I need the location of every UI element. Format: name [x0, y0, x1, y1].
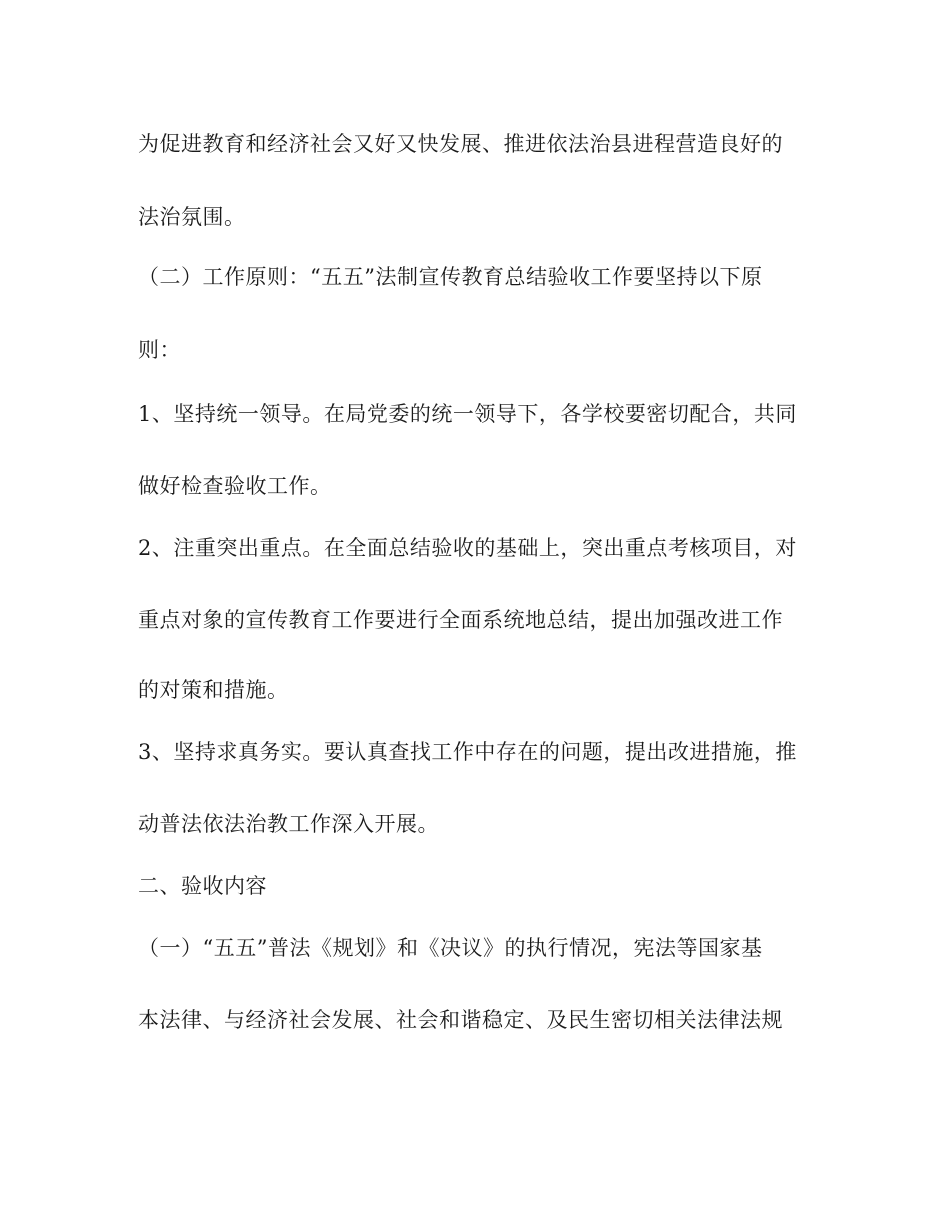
- text-line: （二）工作原则：“五五”法制宣传教育总结验收工作要坚持以下原: [138, 265, 763, 289]
- text-line: 的对策和措施。: [138, 678, 289, 702]
- text-line: 1、坚持统一领导。在局党委的统一领导下，各学校要密切配合，共同: [138, 402, 797, 426]
- text-line: 本法律、与经济社会发展、社会和谐稳定、及民生密切相关法律法规: [138, 1008, 783, 1032]
- text-line: 重点对象的宣传教育工作要进行全面系统地总结，提出加强改进工作: [138, 608, 783, 632]
- text-line: 为促进教育和经济社会又好又快发展、推进依法治县进程营造良好的: [138, 132, 783, 156]
- text-line: 则：: [138, 338, 181, 362]
- text-line: 做好检查验收工作。: [138, 474, 332, 498]
- text-line: 动普法依法治教工作深入开展。: [138, 812, 439, 836]
- text-line: （一）“五五”普法《规划》和《决议》的执行情况，宪法等国家基: [138, 936, 763, 960]
- text-line: 法治氛围。: [138, 205, 246, 229]
- section-heading: 二、验收内容: [138, 874, 267, 898]
- text-line: 2、注重突出重点。在全面总结验收的基础上，突出重点考核项目，对: [138, 536, 797, 560]
- text-line: 3、坚持求真务实。要认真查找工作中存在的问题，提出改进措施，推: [138, 740, 797, 764]
